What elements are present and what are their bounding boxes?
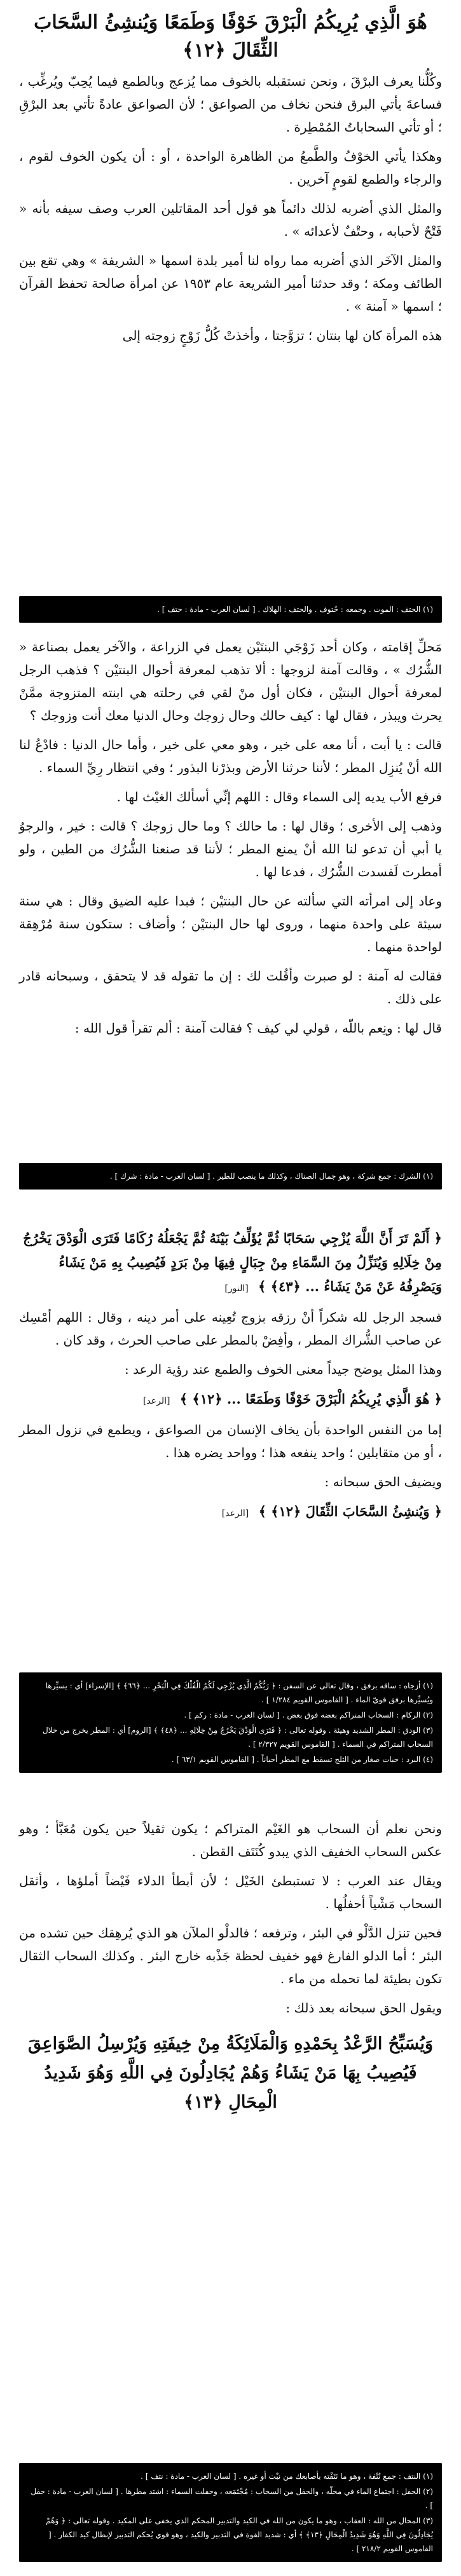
- footnote-bar: [19, 2463, 442, 2562]
- footnote: (١) أزجاه : ساقه برفق ، وقال تعالى عن السفن : ﴿ رَبُّكُمُ الَّذِي يُزْجِي لَكُمُ الْفُلْكَ فِي الْبَحْرِ ... ﴿٦٦﴾ ﴾ [الإسراء] أي : يسيِّرها ويُسيِّرها برفق قويّ الماء . [ القاموس القويم ١/٢٨٤ ] .: [45, 1681, 433, 1704]
- paragraph: ويضيف الحق سبحانه :: [324, 1474, 442, 1489]
- paragraph: مَحلِّ إقامته ، وكان أحد زَوْجَي البنتَيْن يعمل في الزراعة ، والآخر يعمل بصناعة « الشُّرُك » ، وقالت آمنة لزوجها : ألا تذهب لمعرفة أحوال البنتيْن ؟ فذهب الرجل لمعرفة أحوال البنتيْن ، فكان أول منْ لقي في رحلته هي ابنته المتزوجة ممَّنْ يحرث ويبذر ، فقال لها : كيف حالك وحال زوجك وحال الدنيا معك أنت وزوجك ؟: [19, 639, 442, 723]
- footnote: (١) النتف : جمع نُتْفة ، وهو ما نَتَفْته بأصابعك من نبْت أو غيره . [ لسان العرب - مادة : نتف ] .: [141, 2472, 433, 2481]
- paragraph: وذهب إلى الأخرى ؛ وقال لها : ما حالك ؟ وما حال زوجك ؟ قالت : خير ، والرجوُ يا أبي أن تدعو لنا الله أنْ يمنع المطر ؛ لأننا قد صنعنا الشُّرُك من الطين ، ولو أمطرت لَفسدت الشُّرُك ، فدعا لها .: [19, 818, 442, 879]
- paragraph: وهذا المثل يوضح جيداً معنى الخوف والطمع عند رؤية الرعد :: [124, 1362, 442, 1377]
- footnote: (٢) الحفل : اجتماع الماء في محلّه ، والحفل من السحاب : مُجْتَمَعه ، وحفلت السماء : اشتد مطرها . [ لسان العرب - مادة : حفل ] .: [31, 2487, 433, 2510]
- verse-heading: وَيُسَبِّحُ الرَّعْدُ بِحَمْدِهِ وَالْمَلَائِكَةُ مِنْ خِيفَتِهِ وَيُرْسِلُ الصَّوَاعِقَ فَيُصِيبُ بِهَا مَنْ يَشَاءُ وَهُمْ يُجَادِلُونَ فِي اللَّهِ وَهُوَ شَدِيدُ الْمِحَالِ ﴿١٣﴾: [27, 2034, 434, 2112]
- paragraph: فسجد الرجل لله شكراً أنْ رزقه بزوج تُعِينه على أمر دينه ، وقال : اللهم أمْسِك عن صاحب الشُّراك المطر ، وأفِضْ بالمطر على صاحب الحرث ، وقد كان .: [19, 1310, 442, 1348]
- footnote-bar: [19, 596, 442, 623]
- paragraph: فحين تنزل الدَّلْو في البئر ، وترفعه ؛ فالدلْو الملآن هو الذي يُرهِقك حين تشده من البئر ؛ أما الدلو الفارغ فهو خفيف لحظة جَذْبه خارج البئر . وكذلك السحاب الثقال تكون بطيئة لما تحمله من ماء .: [19, 1925, 442, 1986]
- footnote: (٢) الركام : السحاب المتراكم بعضه فوق بعض . [ لسان العرب - مادة : ركم ] .: [184, 1711, 433, 1719]
- paragraph: وكُلُّنا يعرف البرْقَ ، ونحن نستقبله بالخوف مما يُزعج وبالطمع فيما يُحِبّ ويُرغِّب ، فساعةَ يأتي البرق فنحن نخاف من الصواعق ؛ لأن الصواعق عادةً تأتي بعد البرْقِ ؛ أو تأتي السحاباتُ المُمْطِرة .: [19, 74, 442, 135]
- paragraph: والمثل الآخَر الذي أضربه مما رواه لنا أمير بلدة اسمها « الشريفة » وهي تقع بين الطائف ومكة ؛ وقد حدثنا أمير الشريعة عام ١٩٥٣ عن امرأة صالحة تحفظ القرآن ؛ اسمها « آمنة » .: [19, 253, 443, 314]
- surah-reference: [الرعد]: [142, 1396, 170, 1406]
- paragraph: والمثل الذي أضربه لذلك دائماً هو قول أحد المقاتلين العرب وصف سيفه بأنه « فَتْحٌ لأحبابه ، وحتْفٌ لأعدائه » .: [19, 201, 442, 239]
- footnote: (١) الحتف : الموت . وجمعه : حُتوف . والحتف : الهلاك . [ لسان العرب - مادة : حتف ] .: [157, 605, 433, 614]
- paragraph: ويقول الحق سبحانه بعد ذلك :: [286, 2000, 442, 2016]
- surah-reference: [الرعد]: [221, 1508, 249, 1519]
- footnote: (٣) المحال من الله : العقاب ، وهو ما يكون من الله في الكيد والتدبير المحكم الذي يخفى على المكيد . وقوله تعالى : ﴿ وَهُمْ يُجَادِلُونَ فِي اللَّهِ وَهُوَ شَدِيدُ الْمِحَالِ ﴿١٣﴾ ﴾ أي : شديد القوة في التدبير والكيد ، وهو قوي يُحكم التدبير لإبطال كيد الكفار . [ القاموس القويم ٢١٨/٢ ] .: [46, 2516, 433, 2553]
- paragraph: ويقال عند العرب : لا تستبطئ الخَيْل ؛ لأن أبطأ الدلاء فَيْضاً أملؤها ، وأثقل السحاب مَشْياً أحفلُها .: [19, 1873, 442, 1911]
- paragraph: فقالت له آمنة : لو صبرت وأقُلت لك : إن ما تقوله قد لا يتحقق ، وسبحانه قادر على ذلك .: [19, 968, 442, 1007]
- quran-verse: [19, 1226, 442, 1301]
- paragraph: وهكذا يأتي الخوْفُ والطَّمعُ من الظاهرة الواحدة ، أو : أن يكون الخوف لقوم ، والرجاء والطمع لقومٍ آخرين .: [19, 149, 442, 187]
- quran-verse: [19, 1387, 442, 1413]
- page-3: [19, 1226, 442, 1786]
- paragraph: هذه المرأة كان لها بنتان ؛ تزوَّجتا ، وأخذتْ كُلُّ زَوْجٍ زوجته إلى: [122, 328, 442, 343]
- quran-verse: [19, 1500, 442, 1526]
- page-1: [19, 0, 442, 635]
- paragraph: فرفع الأب يديه إلى السماء وقال : اللهم إنِّي أسألك الغيْث لها .: [116, 789, 442, 804]
- footnote-bar: [19, 1163, 442, 1190]
- page-2: [19, 635, 442, 1207]
- footnote: (١) الشرك : جمع شركة ، وهو جمال الصناك ، وكذلك ما ينصب للطير . [ لسان العرب - مادة : شرك ] .: [109, 1172, 433, 1181]
- surah-reference: [النور]: [224, 1284, 249, 1294]
- paragraph: قالت : يا أبت ، أنا معه على خير ، وهو معي على خير ، وأما حال الدنيا : فادْعُ لنا الله أنْ يُنزِل المطر ؛ لأننا حرثنا الأرض وبذرْنا البذور ؛ وفي انتظار رِيِّ السماء .: [19, 737, 442, 775]
- paragraph: إما من النفس الواحدة بأن يخاف الإنسان من الصواعق ، ويطمع في نزول المطر ، أو من متقابلين ؛ واحد ينفعه هذا ؛ وواحد يضره هذا .: [19, 1422, 442, 1460]
- verse-text: ﴿ وَيُنشِئُ السَّحَابَ الثِّقَالَ ﴿١٢﴾ ﴾: [258, 1503, 442, 1519]
- footnote: (٤) البرد : حبات صغار من الثلج تسقط مع المطر أحياناً . [ القاموس القويم ٦٣/١ ] .: [171, 1755, 433, 1764]
- verse-text: ﴿ هُوَ الَّذِي يُرِيكُمُ الْبَرْقَ خَوْفًا وَطَمَعًا ... ﴿١٢﴾ ﴾: [179, 1391, 442, 1407]
- footnote: (٣) الودق : المطر الشديد وهيئة . وقوله تعالى : ﴿ فَتَرَى الْوَدْقَ يَخْرُجُ مِنْ خِلَالِهِ ... ﴿٤٨﴾ ﴾ [الروم] أي : المطر يخرج من خلال السحاب المتراكم في السماء . [ القاموس القويم ٢/٣٢٧ ] .: [42, 1726, 433, 1749]
- paragraph: ونحن نعلم أن السحاب هو الغَيْم المتراكم ؛ يكون ثقيلاً حين يكون مُعَبَّأ ؛ وهو عكس السحاب الخفيف الذي يبدو كُنَتَف القطن .: [19, 1821, 442, 1859]
- verse-heading: هُوَ الَّذِي يُرِيكُمُ الْبَرْقَ خَوْفًا وَطَمَعًا وَيُنشِئُ السَّحَابَ الثِّقَالَ ﴿١٢﴾: [34, 11, 427, 62]
- paragraph: قال لها : ونِعم باللّه ، قولي لي كيف ؟ فقالت آمنة : ألم تقرأ قول الله :: [74, 1020, 442, 1036]
- footnote-bar: [19, 1672, 442, 1773]
- verse-text: ﴿ أَلَمْ تَرَ أَنَّ اللَّهَ يُزْجِي سَحَابًا ثُمَّ يُؤَلِّفُ بَيْنَهُ ثُمَّ يَجْعَلُهُ رُكَامًا فَتَرَى الْوَدْقَ يَخْرُجُ مِنْ خِلَالِهِ وَيُنَزِّلُ مِنَ السَّمَاءِ مِنْ جِبَالٍ فِيهَا مِنْ بَرَدٍ فَيُصِيبُ بِهِ مَنْ يَشَاءُ وَيَصْرِفُهُ عَنْ مَنْ يَشَاءُ ... ﴿٤٣﴾ ﴾: [23, 1230, 442, 1294]
- page-4: [19, 1817, 442, 2576]
- paragraph: وعاد إلى امرأته التي سألته عن حال البنتيْن ؛ فبدا عليه الضيق وقال : هي سنة سيئة على واحدة منهما ، وروى لها حال البنتيْن ؛ وأضاف : ستكون سنة مُرْهِقة لواحدة منهما .: [19, 893, 442, 954]
